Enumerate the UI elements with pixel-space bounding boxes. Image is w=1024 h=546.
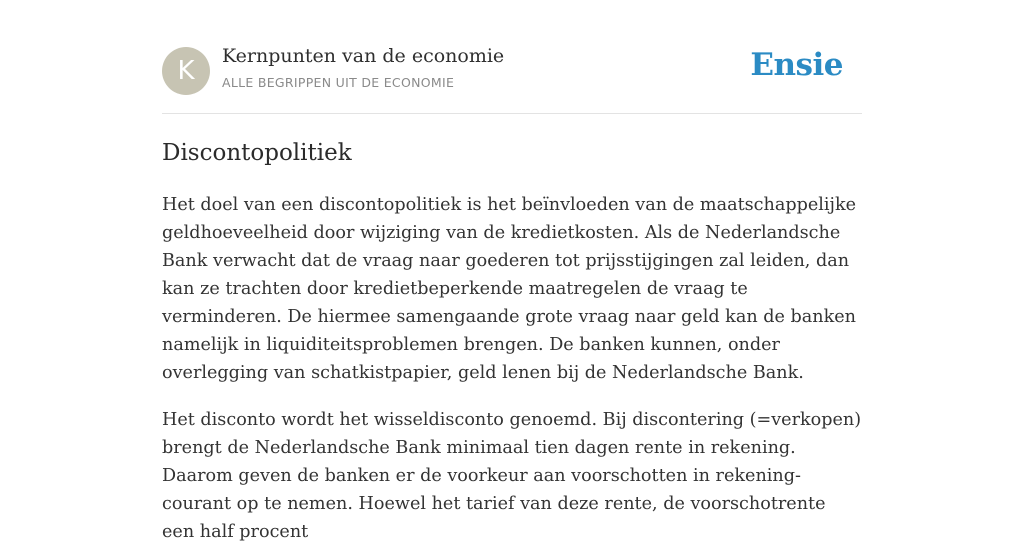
site-title[interactable]: Kernpunten van de economie <box>222 45 505 67</box>
article-paragraph: Het doel van een discontopolitiek is het beïnvloeden van de maatschappelijke geldhoeveelheid door wijziging van de kredietkosten. Als de Nederlandsche Bank verwacht dat de vraag naar goederen tot prijsstijgingen zal leiden, dan kan ze trachten door kredietbeperkende maatregelen de vraag te verminderen. De hiermee samengaande grote vraag naar geld kan de banken namelijk in liquiditeitsproblemen brengen. De banken kunnen, onder overlegging van schatkistpapier, geld lenen bij de Nederlandsche Bank. <box>162 194 857 383</box>
ensie-logo-link[interactable]: Ensie <box>750 47 843 83</box>
article-paragraph: Het disconto wordt het wisseldisconto genoemd. Bij discontering (=verkopen) brengt de Nederlandsche Bank minimaal tien dagen rente in rekening. Daarom geven de banken er de voorkeur aan voorschotten in rekening-courant op te nemen. Hoewel het tarief van deze rente, de voorschotrente een half procent <box>162 409 862 542</box>
page <box>162 0 862 546</box>
article-title: Discontopolitiek <box>162 140 352 166</box>
avatar[interactable]: K <box>162 47 210 95</box>
site-subtitle: ALLE BEGRIPPEN UIT DE ECONOMIE <box>222 75 455 90</box>
site-header <box>162 0 862 114</box>
